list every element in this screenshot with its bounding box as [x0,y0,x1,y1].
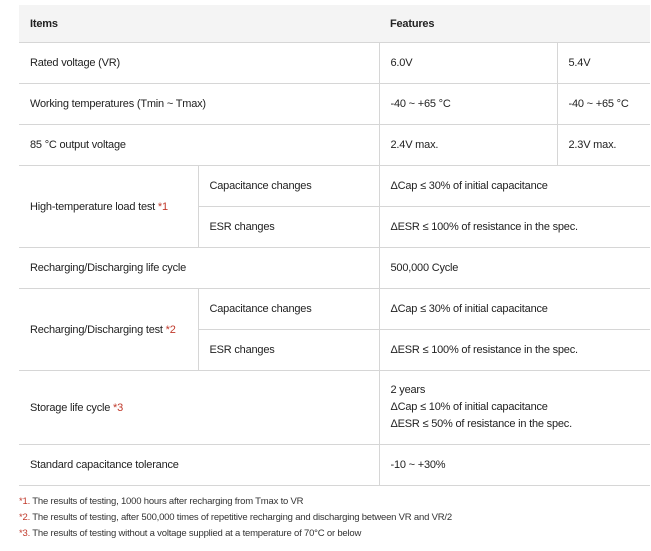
row-value: 6.0V [379,43,557,84]
label-text: High-temperature load test [30,200,158,213]
footnote [19,526,452,542]
table-row [19,43,650,84]
row-value: ΔCap ≤ 30% of initial capacitance [379,289,650,330]
row-value: ΔESR ≤ 100% of resistance in the spec. [379,207,650,248]
table-row [19,289,650,330]
footnotes [19,494,452,542]
row-value: -10 ~ +30% [379,445,650,486]
sub-label: Capacitance changes [198,289,379,330]
spec-table [19,5,650,486]
sub-label: Capacitance changes [198,166,379,207]
row-label: Rated voltage (VR) [19,43,379,84]
row-value: -40 ~ +65 °C [379,84,557,125]
footnote-mark: *1. [19,496,31,507]
header-items: Items [19,5,379,43]
table-row [19,84,650,125]
row-label: Recharging/Discharging life cycle [19,248,379,289]
footnote-mark: *3. [19,528,31,539]
label-text: Storage life cycle [30,401,114,414]
label-text: Recharging/Discharging test [30,323,166,336]
sub-label: ESR changes [198,330,379,371]
row-value: -40 ~ +65 °C [557,84,650,125]
footnote-mark: *2 [165,323,176,336]
footnote-mark: *1 [157,200,168,213]
table-header-row [19,5,650,43]
table-row [19,248,650,289]
row-value [379,371,650,445]
storage-line: ΔCap ≤ 10% of initial capacitance [390,401,548,413]
storage-line: ΔESR ≤ 50% of resistance in the spec. [390,418,572,430]
row-label [19,289,198,371]
row-value: 5.4V [557,43,650,84]
row-value: 2.4V max. [379,125,557,166]
footnote-text: The results of testing, 1000 hours after recharging from Tmax to VR [30,496,304,507]
row-value: ΔCap ≤ 30% of initial capacitance [379,166,650,207]
table-row [19,371,650,445]
table-row [19,166,650,207]
row-label: 85 °C output voltage [19,125,379,166]
row-label: Standard capacitance tolerance [19,445,379,486]
row-label [19,371,379,445]
table-row [19,125,650,166]
footnote [19,494,452,510]
row-label: Working temperatures (Tmin ~ Tmax) [19,84,379,125]
sub-label: ESR changes [198,207,379,248]
row-value: ΔESR ≤ 100% of resistance in the spec. [379,330,650,371]
footnote-text: The results of testing without a voltage supplied at a temperature of 70°C or below [30,528,362,539]
footnote-text: The results of testing, after 500,000 times of repetitive recharging and discharging between VR and VR/2 [30,512,452,523]
header-features: Features [379,5,650,43]
footnote [19,510,452,526]
footnote-mark: *3 [113,401,124,414]
storage-line: 2 years [390,384,426,396]
row-value: 500,000 Cycle [379,248,650,289]
footnote-mark: *2. [19,512,31,523]
table-row [19,445,650,486]
row-label [19,166,198,248]
row-value: 2.3V max. [557,125,650,166]
